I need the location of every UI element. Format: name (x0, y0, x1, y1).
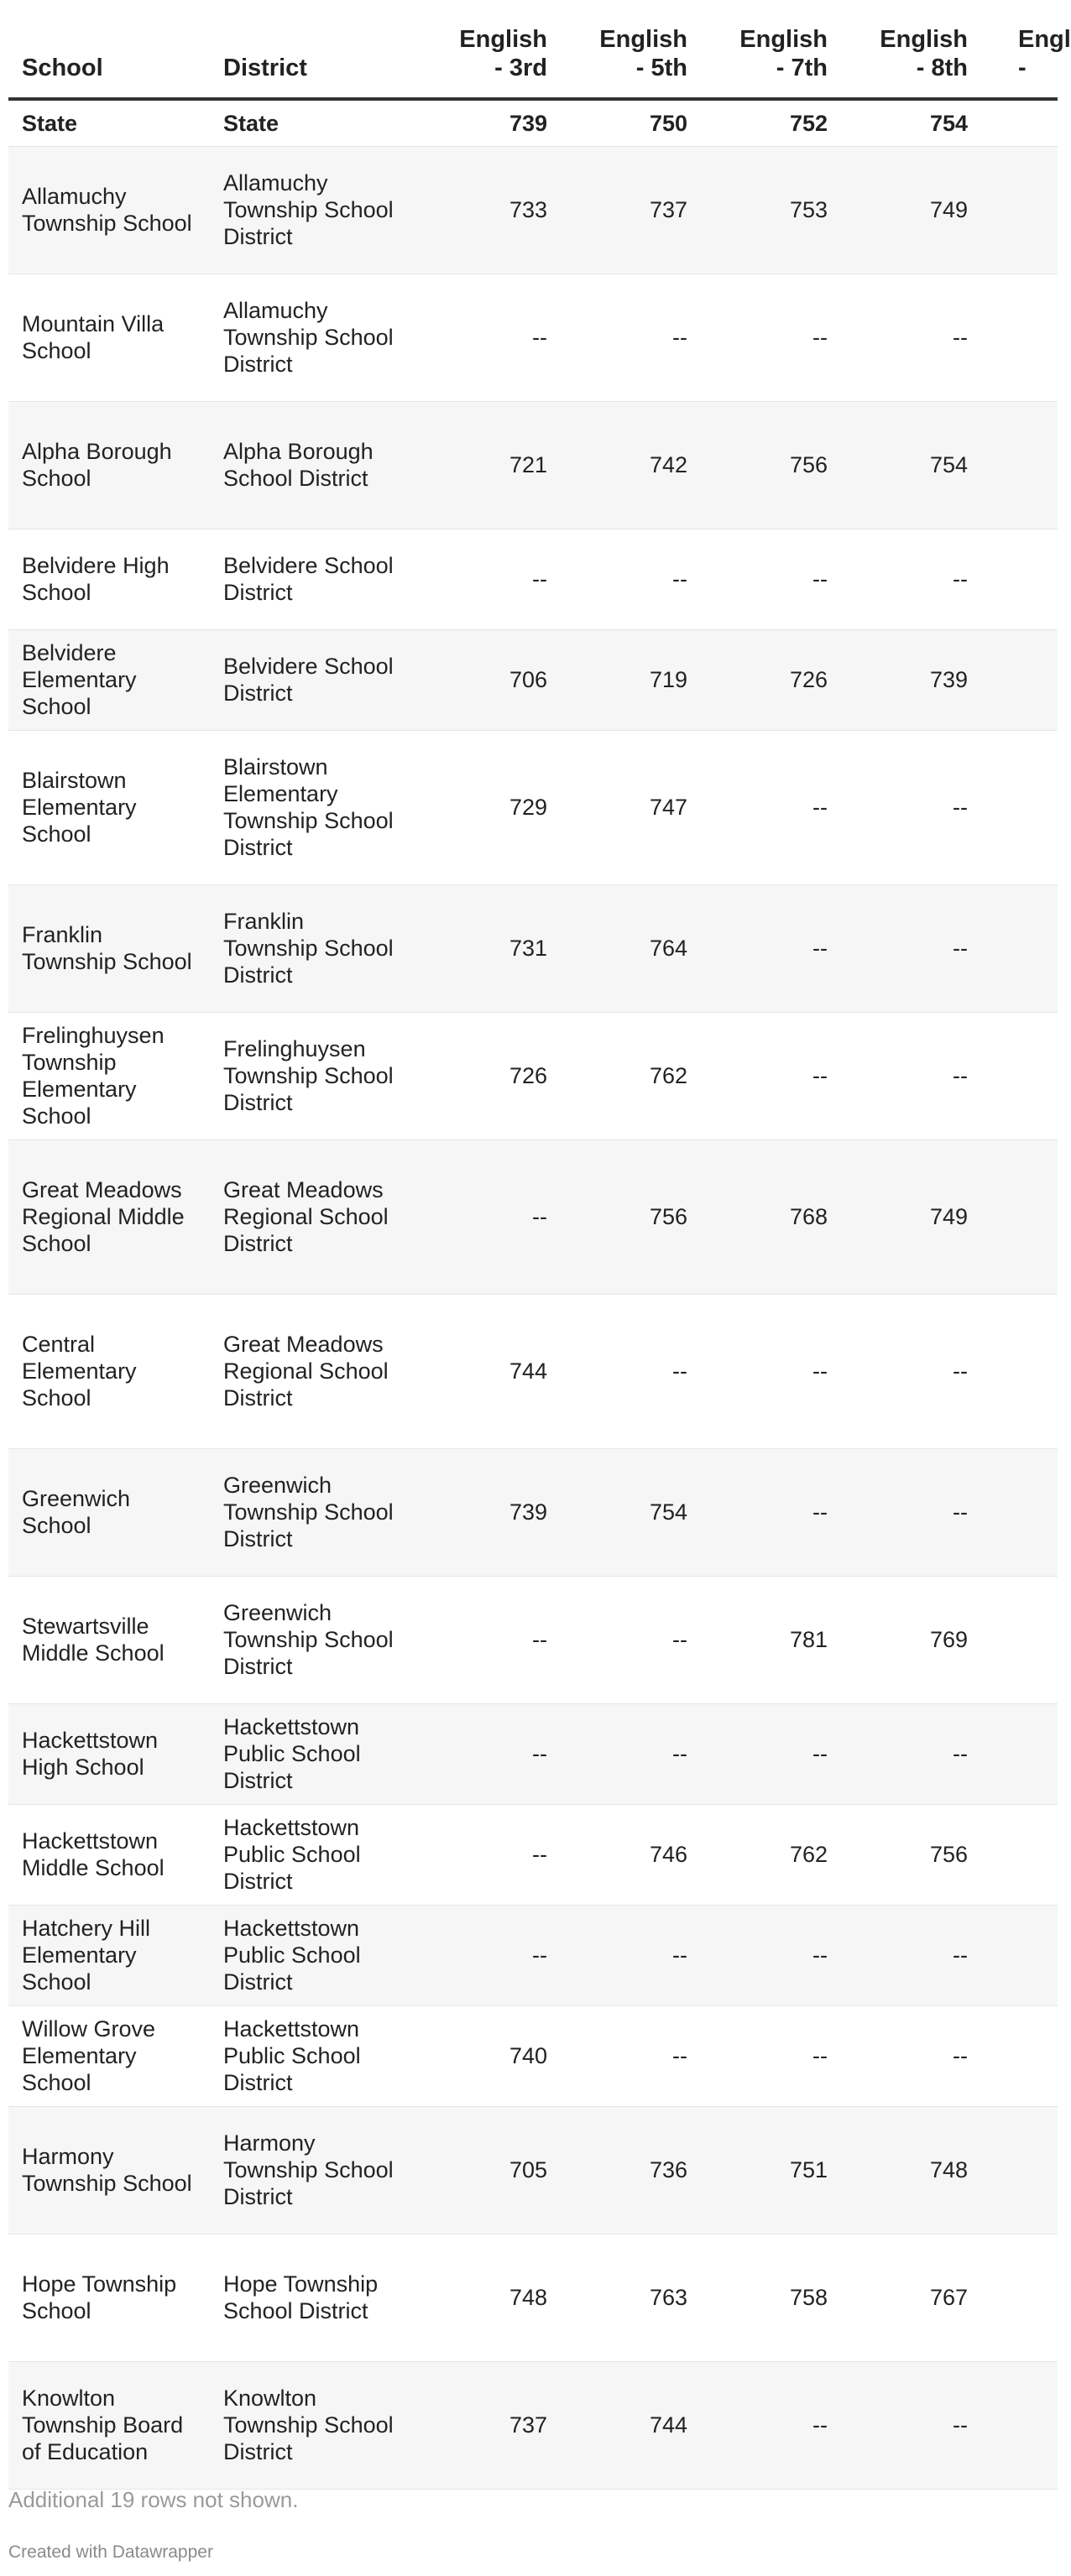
table-row (8, 1703, 1058, 1804)
cell-english-8th: 769 (828, 1576, 968, 1703)
table-row (8, 629, 1058, 730)
cell-english-next (968, 2005, 1058, 2106)
cell-school: Belvidere Elementary School (8, 629, 210, 730)
table-row (8, 730, 1058, 884)
cell-english-3rd: 726 (407, 1012, 547, 1139)
table-row (8, 1139, 1058, 1294)
cell-english-3rd: 706 (407, 629, 547, 730)
cell-english-next (968, 1905, 1058, 2005)
cell-english-3rd: 731 (407, 884, 547, 1012)
cell-english-next (968, 1139, 1058, 1294)
table-row (8, 274, 1058, 401)
state-row (8, 99, 1058, 146)
cell-english-7th: -- (687, 2005, 828, 2106)
cell-school: Great Meadows Regional Middle School (8, 1139, 210, 1294)
cell-district: Harmony Township School District (210, 2106, 407, 2234)
column-header-english-3rd[interactable]: English - 3rd (407, 0, 547, 99)
cell-district: Hackettstown Public School District (210, 2005, 407, 2106)
cell-school: Stewartsville Middle School (8, 1576, 210, 1703)
column-header-school[interactable]: School (8, 0, 210, 99)
cell-english-8th: -- (828, 274, 968, 401)
cell-english-8th: 739 (828, 629, 968, 730)
table-row (8, 2106, 1058, 2234)
cell-english-next (968, 1576, 1058, 1703)
cell-english-5th: 736 (547, 2106, 687, 2234)
cell-english-next (968, 274, 1058, 401)
cell-school: Greenwich School (8, 1448, 210, 1576)
cell-english-next (968, 2361, 1058, 2489)
cell-english-next (968, 629, 1058, 730)
cell-district: Allamuchy Township School District (210, 274, 407, 401)
cell-english-3rd: 740 (407, 2005, 547, 2106)
cell-school: Central Elementary School (8, 1294, 210, 1448)
cell-english-5th: -- (547, 274, 687, 401)
cell-english-3rd: -- (407, 1139, 547, 1294)
cell-english-7th: 781 (687, 1576, 828, 1703)
cell-english-3rd: 705 (407, 2106, 547, 2234)
cell-english-8th: -- (828, 2005, 968, 2106)
cell-school: Hackettstown Middle School (8, 1804, 210, 1905)
cell-english-3rd: 748 (407, 2234, 547, 2361)
cell-school: Frelinghuysen Township Elementary School (8, 1012, 210, 1139)
cell-school: Franklin Township School (8, 884, 210, 1012)
cell-english-next (968, 1703, 1058, 1804)
cell-english-8th: -- (828, 730, 968, 884)
table-row (8, 1012, 1058, 1139)
cell-english-3rd: -- (407, 1905, 547, 2005)
cell-english-7th: 726 (687, 629, 828, 730)
cell-district: Belvidere School District (210, 629, 407, 730)
cell-english-5th: 764 (547, 884, 687, 1012)
cell-english-8th: -- (828, 1012, 968, 1139)
cell-english-3rd: 729 (407, 730, 547, 884)
cell-english-3rd: -- (407, 529, 547, 629)
cell-district: Hackettstown Public School District (210, 1703, 407, 1804)
column-header-district[interactable]: District (210, 0, 407, 99)
table-row (8, 2234, 1058, 2361)
scores-table (8, 0, 1071, 2490)
cell-school: Belvidere High School (8, 529, 210, 629)
cell-english-5th: 744 (547, 2361, 687, 2489)
cell-english-7th: -- (687, 730, 828, 884)
cell-english-8th: -- (828, 529, 968, 629)
cell-english-3rd: -- (407, 274, 547, 401)
cell-english-3rd: 744 (407, 1294, 547, 1448)
cell-english-8th: 767 (828, 2234, 968, 2361)
cell-english-7th: -- (687, 1294, 828, 1448)
cell-english-7th: -- (687, 1012, 828, 1139)
cell-english-next (968, 99, 1058, 146)
cell-school: Mountain Villa School (8, 274, 210, 401)
cell-english-3rd: -- (407, 1804, 547, 1905)
cell-english-5th: 746 (547, 1804, 687, 1905)
cell-english-next (968, 1804, 1058, 1905)
table-container (8, 0, 1071, 2490)
cell-english-next (968, 401, 1058, 529)
cell-english-3rd: 739 (407, 1448, 547, 1576)
cell-english-8th: -- (828, 1905, 968, 2005)
table-row (8, 1448, 1058, 1576)
cell-english-8th: -- (828, 1703, 968, 1804)
cell-english-7th: -- (687, 274, 828, 401)
header-row (8, 0, 1058, 99)
cell-english-8th: -- (828, 1294, 968, 1448)
cell-english-5th: 747 (547, 730, 687, 884)
cell-school: Harmony Township School (8, 2106, 210, 2234)
cell-english-next (968, 884, 1058, 1012)
cell-school: Hackettstown High School (8, 1703, 210, 1804)
cell-school: Blairstown Elementary School (8, 730, 210, 884)
table-row (8, 2005, 1058, 2106)
cell-school: Knowlton Township Board of Education (8, 2361, 210, 2489)
cell-english-5th: -- (547, 1905, 687, 2005)
table-row (8, 884, 1058, 1012)
cell-english-8th: 756 (828, 1804, 968, 1905)
table-row (8, 2361, 1058, 2489)
cell-english-7th: 756 (687, 401, 828, 529)
column-header-english-next[interactable]: Engl - (968, 0, 1058, 99)
cell-english-next (968, 1294, 1058, 1448)
cell-english-7th: -- (687, 884, 828, 1012)
cell-english-5th: 750 (547, 99, 687, 146)
cell-english-next (968, 146, 1058, 274)
table-row (8, 1576, 1058, 1703)
cell-english-8th: -- (828, 2361, 968, 2489)
cell-english-5th: -- (547, 1576, 687, 1703)
cell-district: Hackettstown Public School District (210, 1905, 407, 2005)
cell-english-3rd: -- (407, 1703, 547, 1804)
cell-school: Alpha Borough School (8, 401, 210, 529)
table-notes: Additional 19 rows not shown. (8, 2487, 299, 2512)
cell-english-8th: 749 (828, 1139, 968, 1294)
cell-english-8th: 748 (828, 2106, 968, 2234)
credit-link[interactable]: Created with Datawrapper (8, 2542, 213, 2562)
cell-english-3rd: -- (407, 1576, 547, 1703)
column-header-english-8th[interactable]: English - 8th (828, 0, 968, 99)
cell-english-3rd: 733 (407, 146, 547, 274)
cell-english-8th: -- (828, 884, 968, 1012)
cell-district: State (210, 99, 407, 146)
table-row (8, 146, 1058, 274)
cell-english-7th: -- (687, 2361, 828, 2489)
cell-district: Great Meadows Regional School District (210, 1294, 407, 1448)
cell-school: Hope Township School (8, 2234, 210, 2361)
cell-english-next (968, 2234, 1058, 2361)
cell-district: Great Meadows Regional School District (210, 1139, 407, 1294)
cell-english-5th: 742 (547, 401, 687, 529)
cell-english-7th: 762 (687, 1804, 828, 1905)
cell-english-7th: 758 (687, 2234, 828, 2361)
cell-english-8th: 754 (828, 99, 968, 146)
cell-english-5th: 754 (547, 1448, 687, 1576)
cell-english-next (968, 529, 1058, 629)
cell-district: Franklin Township School District (210, 884, 407, 1012)
cell-english-7th: 753 (687, 146, 828, 274)
cell-district: Greenwich Township School District (210, 1448, 407, 1576)
table-row (8, 529, 1058, 629)
table-row (8, 401, 1058, 529)
cell-school: Allamuchy Township School (8, 146, 210, 274)
cell-english-5th: 762 (547, 1012, 687, 1139)
cell-english-8th: 749 (828, 146, 968, 274)
cell-english-5th: 719 (547, 629, 687, 730)
cell-school: Hatchery Hill Elementary School (8, 1905, 210, 2005)
cell-english-3rd: 739 (407, 99, 547, 146)
cell-english-5th: 737 (547, 146, 687, 274)
cell-english-8th: 754 (828, 401, 968, 529)
cell-english-5th: -- (547, 1294, 687, 1448)
cell-english-7th: -- (687, 529, 828, 629)
cell-english-7th: 752 (687, 99, 828, 146)
cell-district: Belvidere School District (210, 529, 407, 629)
cell-english-7th: -- (687, 1703, 828, 1804)
cell-english-5th: 763 (547, 2234, 687, 2361)
cell-english-3rd: 737 (407, 2361, 547, 2489)
cell-english-next (968, 1448, 1058, 1576)
table-row (8, 1905, 1058, 2005)
cell-english-5th: -- (547, 529, 687, 629)
cell-english-7th: 751 (687, 2106, 828, 2234)
column-header-english-7th[interactable]: English - 7th (687, 0, 828, 99)
cell-district: Knowlton Township School District (210, 2361, 407, 2489)
cell-district: Greenwich Township School District (210, 1576, 407, 1703)
cell-english-next (968, 1012, 1058, 1139)
cell-english-7th: 768 (687, 1139, 828, 1294)
cell-district: Hope Township School District (210, 2234, 407, 2361)
cell-english-3rd: 721 (407, 401, 547, 529)
cell-english-next (968, 2106, 1058, 2234)
cell-school: State (8, 99, 210, 146)
table-row (8, 1294, 1058, 1448)
cell-english-5th: 756 (547, 1139, 687, 1294)
column-header-english-5th[interactable]: English - 5th (547, 0, 687, 99)
cell-district: Blairstown Elementary Township School District (210, 730, 407, 884)
cell-english-5th: -- (547, 2005, 687, 2106)
cell-english-7th: -- (687, 1448, 828, 1576)
cell-english-5th: -- (547, 1703, 687, 1804)
cell-english-8th: -- (828, 1448, 968, 1576)
cell-school: Willow Grove Elementary School (8, 2005, 210, 2106)
cell-district: Alpha Borough School District (210, 401, 407, 529)
cell-district: Hackettstown Public School District (210, 1804, 407, 1905)
table-row (8, 1804, 1058, 1905)
cell-english-next (968, 730, 1058, 884)
cell-english-7th: -- (687, 1905, 828, 2005)
cell-district: Allamuchy Township School District (210, 146, 407, 274)
cell-district: Frelinghuysen Township School District (210, 1012, 407, 1139)
